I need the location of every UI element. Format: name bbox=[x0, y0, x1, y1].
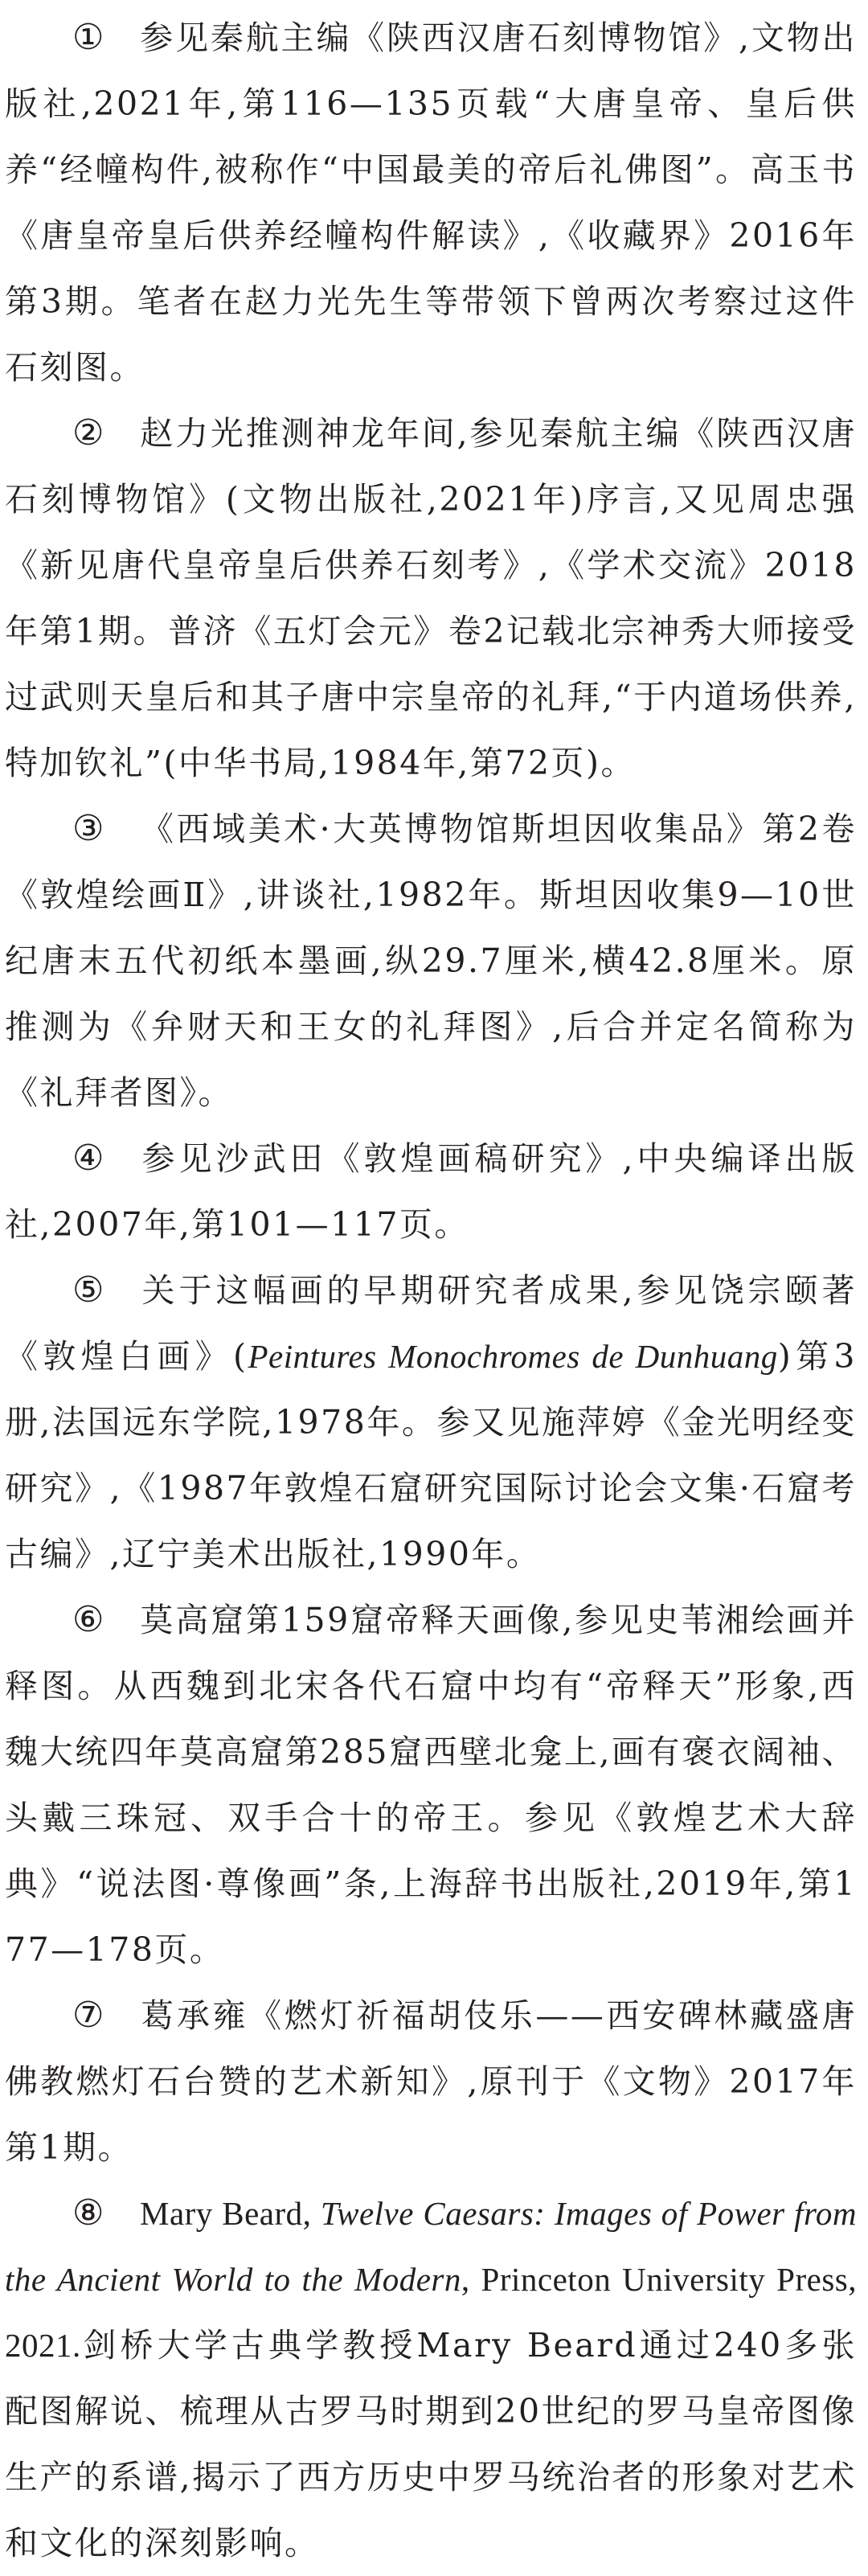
footnote-1 bbox=[5, 5, 857, 400]
footnote-text: 参见沙武田《敦煌画稿研究》,中央编译出版社,2007年,第101—117页。 bbox=[5, 1139, 857, 1244]
footnote-text: 赵力光推测神龙年间,参见秦航主编《陕西汉唐石刻博物馆》(文物出版社,2021年)序言,又见周忠强《新见唐代皇帝皇后供养石刻考》,《学术交流》2018年第1期。普济《五灯会元》卷2记载北宗神秀大师接受过武则天皇后和其子唐中宗皇帝的礼拜,“于内道场供养,特加钦礼”(中华书局,1984年,第72页)。 bbox=[5, 414, 857, 782]
footnote-publisher: , Princeton University Press, 2021. bbox=[5, 2261, 857, 2364]
footnote-marker: ⑤ bbox=[72, 1270, 106, 1311]
footnote-3 bbox=[5, 796, 857, 1126]
footnote-2 bbox=[5, 400, 857, 796]
footnote-8 bbox=[5, 2180, 857, 2576]
footnote-marker: ⑧ bbox=[72, 2192, 106, 2233]
footnote-marker: ③ bbox=[72, 808, 106, 849]
footnote-4 bbox=[5, 1126, 857, 1257]
footnote-7 bbox=[5, 1983, 857, 2180]
footnote-marker: ⑦ bbox=[72, 1995, 106, 2036]
footnote-marker: ② bbox=[72, 412, 106, 453]
footnote-book-title: Peintures Monochromes de Dunhuang bbox=[248, 1338, 778, 1375]
footnote-text: )第3册,法国远东学院,1978年。参又见施萍婷《金光明经变研究》,《1987年敦煌石窟研究国际讨论会文集·石窟考古编》,辽宁美术出版社,1990年。 bbox=[5, 1337, 858, 1573]
footnote-marker: ④ bbox=[72, 1138, 106, 1179]
footnote-5 bbox=[5, 1257, 857, 1587]
footnote-text: 《西域美术·大英博物馆斯坦因收集品》第2卷《敦煌绘画Ⅱ》,讲谈社,1982年。斯坦因收集9—10世纪唐末五代初纸本墨画,纵29.7厘米,横42.8厘米。原推测为《弁财天和王女的礼拜图》,后合并定名简称为《礼拜者图》。 bbox=[5, 810, 857, 1112]
footnote-author: Mary Beard, bbox=[140, 2195, 321, 2232]
footnote-text: 莫高窟第159窟帝释天画像,参见史苇湘绘画并释图。从西魏到北宋各代石窟中均有“帝释天”形象,西魏大统四年莫高窟第285窟西壁北龛上,画有褒衣阔袖、头戴三珠冠、双手合十的帝王。参见《敦煌艺术大辞典》“说法图·尊像画”条,上海辞书出版社,2019年,第177—178页。 bbox=[5, 1601, 857, 1969]
footnote-6 bbox=[5, 1587, 857, 1983]
footnote-text: 葛承雍《燃灯祈福胡伎乐——西安碑林藏盛唐佛教燃灯石台赞的艺术新知》,原刊于《文物》2017年第1期。 bbox=[5, 1996, 857, 2167]
footnote-marker: ① bbox=[72, 17, 106, 58]
footnote-text: 参见秦航主编《陕西汉唐石刻博物馆》,文物出版社,2021年,第116—135页载“大唐皇帝、皇后供养“经幢构件,被称作“中国最美的帝后礼佛图”。高玉书《唐皇帝皇后供养经幢构件解读》,《收藏界》2016年第3期。笔者在赵力光先生等带领下曾两次考察过这件石刻图。 bbox=[5, 18, 857, 387]
footnote-text: 关于这幅画的早期研究者成果,参见饶宗颐著《敦煌白画》( bbox=[5, 1271, 857, 1376]
footnote-book-title: Twelve Caesars: Images of Power from the Ancient World to the Modern bbox=[5, 2195, 857, 2298]
footnote-text: 剑桥大学古典学教授Mary Beard通过240多张配图解说、梳理从古罗马时期到20世纪的罗马皇帝图像生产的系谱,揭示了西方历史中罗马统治者的形象对艺术和文化的深刻影响。 bbox=[5, 2326, 857, 2562]
footnote-marker: ⑥ bbox=[72, 1599, 106, 1640]
